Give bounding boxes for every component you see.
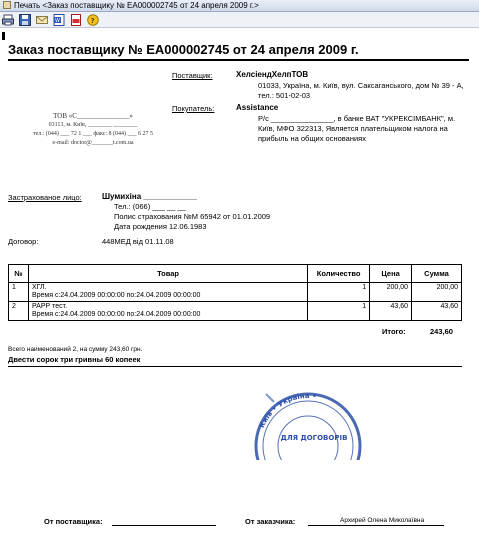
col-header-price: Цена bbox=[370, 265, 412, 283]
insured-label: Застрахованое лицо: bbox=[8, 193, 82, 202]
insured-phone: Тел.: (066) ___ __ __ bbox=[114, 202, 186, 211]
help-icon[interactable] bbox=[87, 14, 99, 26]
col-header-qty: Количество bbox=[308, 265, 370, 283]
cell-price: 43,60 bbox=[370, 302, 412, 321]
supplier-signature-label: От поставщика: bbox=[44, 517, 103, 526]
text-cursor bbox=[2, 32, 5, 40]
col-header-sum: Сумма bbox=[412, 265, 462, 283]
company-seal bbox=[244, 376, 380, 470]
contract-label: Договор: bbox=[8, 237, 39, 246]
cell-price: 200,00 bbox=[370, 283, 412, 302]
print-icon[interactable] bbox=[2, 14, 14, 26]
col-header-goods: Товар bbox=[28, 265, 307, 283]
total-value: 243,60 bbox=[430, 327, 453, 336]
save-icon[interactable] bbox=[19, 14, 31, 26]
cell-no: 1 bbox=[9, 283, 29, 302]
supplier-signature-line bbox=[112, 525, 216, 526]
item-name: РАРР тест. bbox=[31, 303, 68, 310]
contract-value: 448МЕД від 01.11.08 bbox=[102, 237, 174, 246]
table-row bbox=[9, 283, 462, 302]
window-title: Печать <Заказ поставщику № ЕА000002745 от 24 апреля 2009 г.> bbox=[14, 1, 259, 10]
word-icon[interactable] bbox=[53, 14, 65, 26]
supplier-address: 01033, Україна, м. Київ, вул. Саксаганського, дом № 39 - А, тел.: 501-02-03 bbox=[258, 81, 464, 100]
letterhead-line: 03113, м. Київ, ________ ________ bbox=[48, 122, 138, 128]
insured-policy: Полис страхования №М 65942 от 01.01.2009 bbox=[114, 212, 271, 221]
window-titlebar bbox=[0, 0, 479, 12]
toolbar bbox=[0, 12, 479, 28]
item-time: Время с:24.04.2009 00:00:00 по:24.04.2009 00:00:00 bbox=[31, 311, 201, 318]
mail-icon[interactable] bbox=[36, 14, 48, 26]
print-window-icon bbox=[3, 1, 11, 9]
supplier-label: Поставщик: bbox=[172, 71, 213, 80]
letterhead-line: e-mail: doctor@_______t.com.ua bbox=[52, 140, 134, 146]
buyer-details: Р/с _______________, в банке ВАТ "УКРЕКСІМБАНК", м. Київ, МФО 322313, Является плательщиком налога на прибыль на общих основаниях bbox=[258, 114, 456, 143]
seal-center-text: ДЛЯ ДОГОВОРІВ bbox=[280, 434, 348, 442]
summary-divider bbox=[8, 366, 462, 367]
insured-name: Шумихіна ____________ bbox=[102, 192, 197, 201]
letterhead-line: ТОВ «С_______________» bbox=[53, 112, 133, 120]
total-label: Итого: bbox=[382, 327, 406, 336]
col-header-no: № bbox=[9, 265, 29, 283]
goods-table bbox=[8, 264, 462, 321]
item-name: ХГЛ. bbox=[31, 284, 47, 291]
table-header-row bbox=[9, 265, 462, 283]
supplier-name: ХелсіендХелпТОВ bbox=[236, 70, 309, 79]
item-time: Время с:24.04.2009 00:00:00 по:24.04.2009 00:00:00 bbox=[31, 292, 201, 299]
cell-qty: 1 bbox=[308, 302, 370, 321]
cell-sum: 43,60 bbox=[412, 302, 462, 321]
svg-text:?: ? bbox=[90, 16, 95, 25]
buyer-name: Assistance bbox=[236, 103, 279, 112]
cell-sum: 200,00 bbox=[412, 283, 462, 302]
insured-birthdate: Дата рождения 12.06.1983 bbox=[114, 222, 207, 231]
cell-goods bbox=[28, 283, 307, 302]
buyer-label: Покупатель: bbox=[172, 104, 215, 113]
items-count-summary: Всего наименований 2, на сумму 243,60 грн. bbox=[8, 346, 143, 353]
document-title: Заказ поставщику № ЕА000002745 от 24 апреля 2009 г. bbox=[8, 42, 359, 57]
pdf-icon[interactable] bbox=[70, 14, 82, 26]
customer-signature-label: От заказчика: bbox=[245, 517, 296, 526]
title-divider bbox=[8, 59, 469, 61]
table-row bbox=[9, 302, 462, 321]
cell-no: 2 bbox=[9, 302, 29, 321]
letterhead-line: тел.: (044) ___ 72 1 ___ факс: 8 (044) ___ 6 27 5 bbox=[32, 131, 154, 137]
customer-signature-name: Архирей Олена Миколаївна bbox=[340, 517, 425, 524]
cell-qty: 1 bbox=[308, 283, 370, 302]
company-letterhead bbox=[18, 112, 168, 164]
cell-goods bbox=[28, 302, 307, 321]
amount-in-words: Двести сорок три гривны 60 копеек bbox=[8, 355, 141, 364]
svg-text:W: W bbox=[55, 17, 60, 24]
seal-top-text: Київ • Україна • bbox=[257, 391, 318, 430]
customer-signature-line bbox=[308, 525, 444, 526]
